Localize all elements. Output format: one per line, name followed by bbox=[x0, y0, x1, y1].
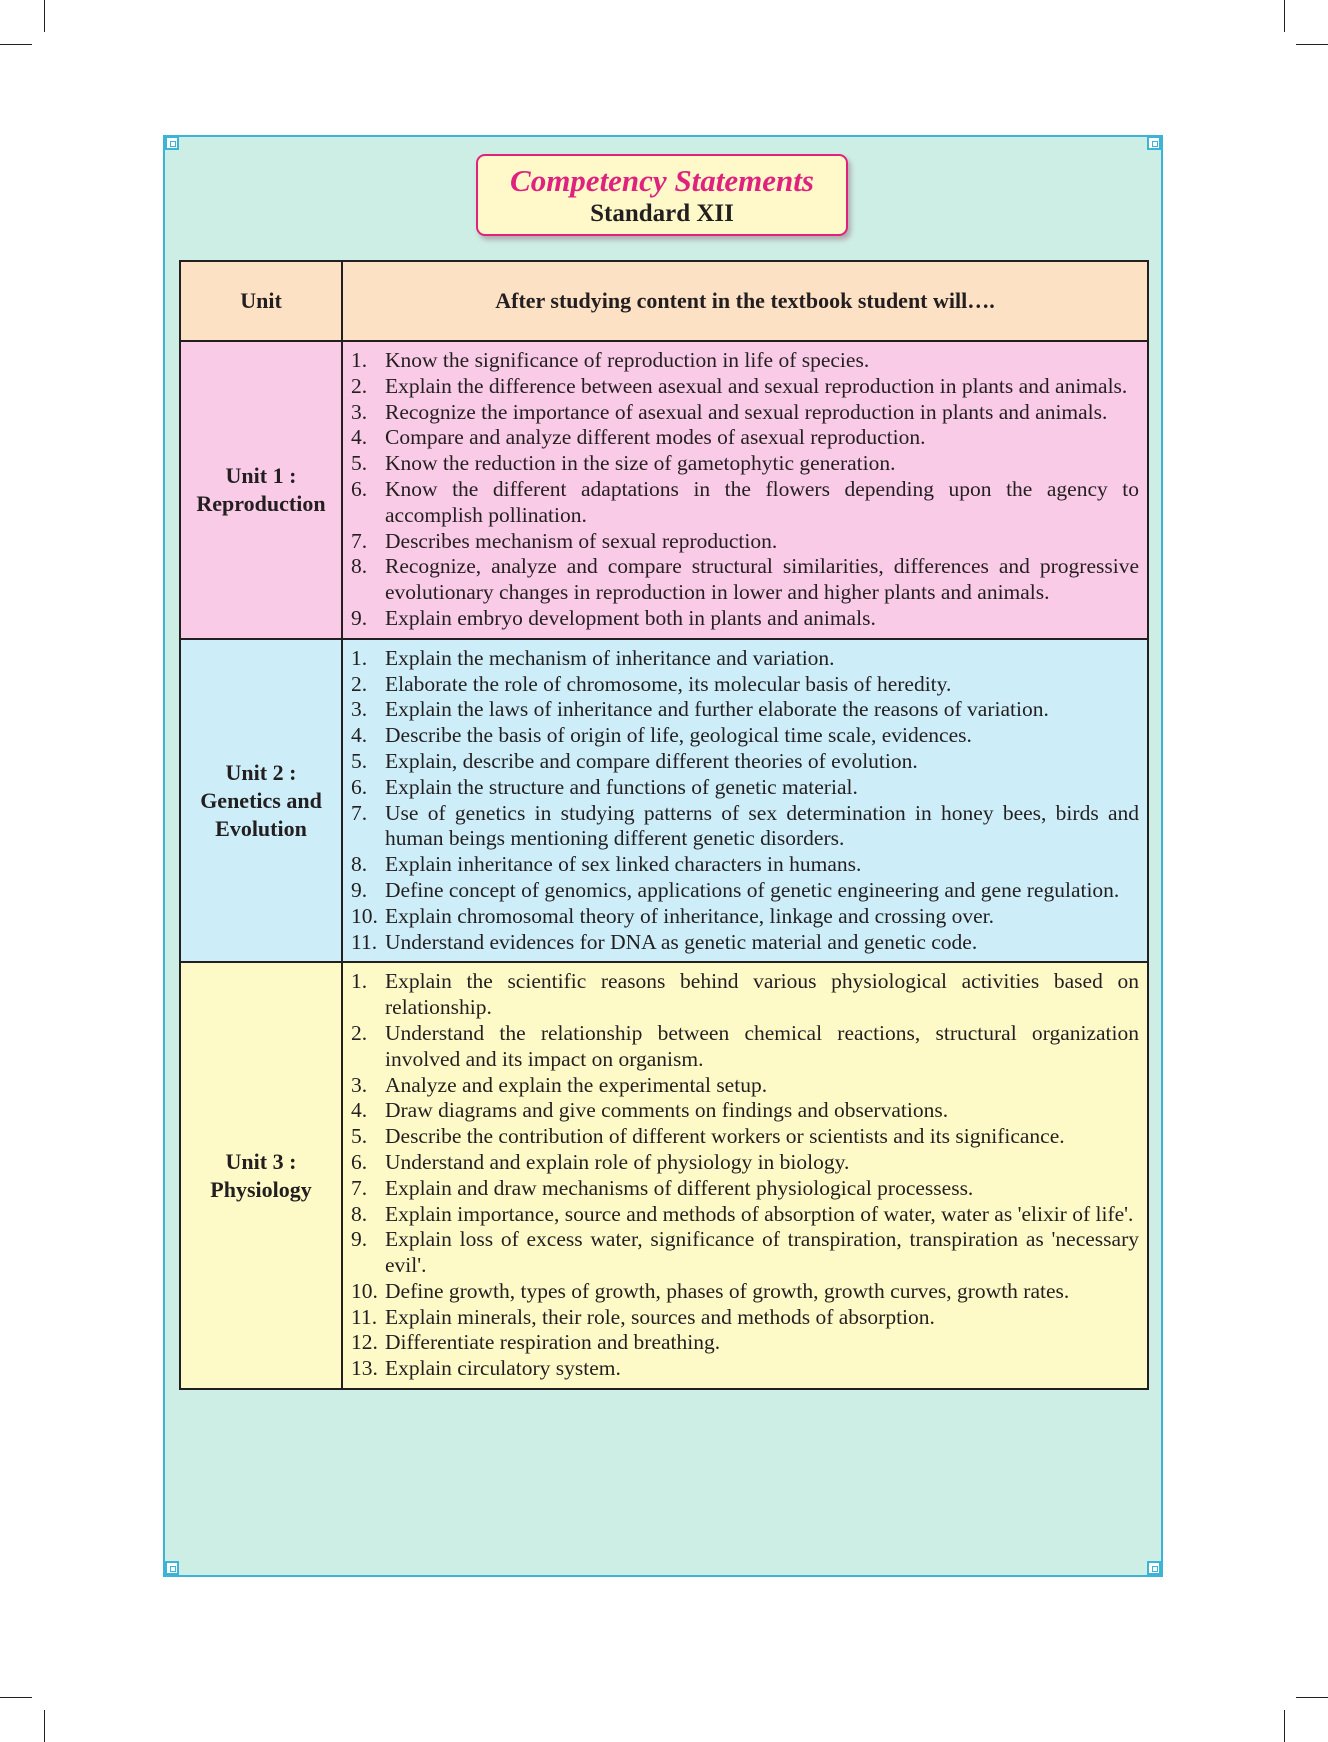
item-text: Describe the contribution of different workers or scientists and its significance. bbox=[385, 1124, 1065, 1149]
item-number: 11. bbox=[351, 929, 378, 954]
item-text: Define concept of genomics, applications of genetic engineering and gene regulation. bbox=[385, 877, 1120, 902]
unit-cell bbox=[180, 962, 342, 1389]
item-text: Recognize the importance of asexual and sexual reproduction in plants and animals. bbox=[385, 399, 1108, 424]
crop-mark bbox=[1284, 0, 1285, 32]
competency-item bbox=[343, 529, 1139, 555]
item-number: 4. bbox=[351, 425, 368, 450]
competency-item bbox=[343, 697, 1139, 723]
item-number: 11. bbox=[351, 1304, 378, 1329]
statement-list bbox=[343, 342, 1147, 638]
table-row bbox=[180, 639, 1148, 963]
competency-item bbox=[343, 1330, 1139, 1356]
item-text: Explain the scientific reasons behind various physiological activities based on relationship. bbox=[385, 969, 1139, 1020]
panel-corner-ornament bbox=[165, 1561, 179, 1575]
item-number: 5. bbox=[351, 451, 368, 476]
crop-mark bbox=[1296, 44, 1328, 45]
item-text: Explain the structure and functions of genetic material. bbox=[385, 774, 858, 799]
item-text: Describes mechanism of sexual reproduction. bbox=[385, 528, 778, 553]
item-number: 2. bbox=[351, 671, 368, 696]
competency-item bbox=[343, 554, 1139, 606]
item-number: 1. bbox=[351, 645, 368, 670]
item-number: 3. bbox=[351, 697, 368, 722]
item-text: Explain circulatory system. bbox=[385, 1356, 621, 1381]
competency-item bbox=[343, 1098, 1139, 1124]
item-number: 9. bbox=[351, 605, 368, 630]
unit-cell bbox=[180, 341, 342, 639]
column-header-unit: Unit bbox=[180, 261, 342, 341]
item-text: Explain importance, source and methods of absorption of water, water as 'elixir of life'. bbox=[385, 1201, 1134, 1226]
item-number: 4. bbox=[351, 1098, 368, 1123]
competency-item bbox=[343, 1202, 1139, 1228]
item-number: 13. bbox=[351, 1356, 378, 1381]
competency-item bbox=[343, 1279, 1139, 1305]
item-text: Differentiate respiration and breathing. bbox=[385, 1330, 721, 1355]
item-number: 5. bbox=[351, 1124, 368, 1149]
unit-label: Unit 1 : bbox=[225, 462, 297, 488]
item-text: Define growth, types of growth, phases of growth, growth curves, growth rates. bbox=[385, 1278, 1070, 1303]
competency-item bbox=[343, 477, 1139, 529]
page-title: Competency Statements bbox=[510, 163, 814, 198]
item-number: 2. bbox=[351, 373, 368, 398]
competency-item bbox=[343, 1356, 1139, 1382]
unit-name: Genetics and bbox=[200, 787, 322, 813]
crop-mark bbox=[0, 1697, 32, 1698]
item-text: Draw diagrams and give comments on findings and observations. bbox=[385, 1098, 949, 1123]
item-text: Analyze and explain the experimental setup. bbox=[385, 1072, 768, 1097]
item-text: Compare and analyze different modes of asexual reproduction. bbox=[385, 425, 926, 450]
competency-item bbox=[343, 400, 1139, 426]
page-subtitle: Standard XII bbox=[590, 200, 734, 227]
item-text: Know the significance of reproduction in life of species. bbox=[385, 348, 870, 372]
competency-table bbox=[179, 260, 1149, 1390]
table-header-row bbox=[180, 261, 1148, 341]
competency-item bbox=[343, 775, 1139, 801]
item-text: Explain the mechanism of inheritance and variation. bbox=[385, 645, 835, 670]
item-text: Explain chromosomal theory of inheritance, linkage and crossing over. bbox=[385, 903, 994, 928]
item-number: 10. bbox=[351, 1278, 378, 1303]
crop-mark bbox=[0, 44, 32, 45]
item-text: Describe the basis of origin of life, geological time scale, evidences. bbox=[385, 723, 972, 748]
item-text: Explain inheritance of sex linked characters in humans. bbox=[385, 852, 862, 877]
item-text: Know the reduction in the size of gametophytic generation. bbox=[385, 451, 896, 476]
unit-cell bbox=[180, 639, 342, 963]
crop-mark bbox=[44, 1710, 45, 1742]
competency-item bbox=[343, 451, 1139, 477]
item-text: Explain the difference between asexual and sexual reproduction in plants and animals. bbox=[385, 373, 1128, 398]
competency-item bbox=[343, 672, 1139, 698]
unit-label: Unit 2 : bbox=[225, 759, 297, 785]
item-number: 2. bbox=[351, 1020, 368, 1045]
column-header-statement: After studying content in the textbook student will…. bbox=[342, 261, 1148, 341]
item-text: Recognize, analyze and compare structural similarities, differences and progressive evolutionary changes in reproduction in lower and higher plants and animals. bbox=[385, 554, 1139, 605]
competency-item bbox=[343, 374, 1139, 400]
crop-mark bbox=[1284, 1710, 1285, 1742]
table-row bbox=[180, 341, 1148, 639]
competency-item bbox=[343, 723, 1139, 749]
item-number: 4. bbox=[351, 723, 368, 748]
item-number: 3. bbox=[351, 1072, 368, 1097]
unit-name-continued: Evolution bbox=[215, 815, 307, 841]
item-text: Explain the laws of inheritance and further elaborate the reasons of variation. bbox=[385, 697, 1049, 722]
competency-item bbox=[343, 1073, 1139, 1099]
competency-item bbox=[343, 1124, 1139, 1150]
item-number: 8. bbox=[351, 852, 368, 877]
item-number: 1. bbox=[351, 348, 368, 372]
competency-item bbox=[343, 801, 1139, 853]
competency-item bbox=[343, 930, 1139, 956]
competency-item bbox=[343, 1176, 1139, 1202]
competency-item bbox=[343, 606, 1139, 632]
unit-label: Unit 3 : bbox=[225, 1148, 297, 1174]
competency-item bbox=[343, 1150, 1139, 1176]
panel-corner-ornament bbox=[1147, 1561, 1161, 1575]
competency-item bbox=[343, 749, 1139, 775]
item-number: 5. bbox=[351, 748, 368, 773]
item-text: Understand evidences for DNA as genetic material and genetic code. bbox=[385, 929, 978, 954]
item-text: Understand and explain role of physiology in biology. bbox=[385, 1149, 850, 1174]
item-text: Know the different adaptations in the flowers depending upon the agency to accomplish pollination. bbox=[385, 476, 1139, 527]
competency-item bbox=[343, 1305, 1139, 1331]
statement-list bbox=[343, 963, 1147, 1388]
item-number: 9. bbox=[351, 877, 368, 902]
competency-item bbox=[343, 1021, 1139, 1073]
competency-item bbox=[343, 904, 1139, 930]
statement-cell bbox=[342, 962, 1148, 1389]
item-number: 9. bbox=[351, 1227, 368, 1252]
item-text: Explain loss of excess water, significance of transpiration, transpiration as 'necessary evil'. bbox=[385, 1227, 1139, 1278]
competency-item bbox=[343, 969, 1139, 1021]
item-number: 8. bbox=[351, 1201, 368, 1226]
crop-mark bbox=[1296, 1697, 1328, 1698]
statement-list bbox=[343, 640, 1147, 962]
item-text: Explain, describe and compare different theories of evolution. bbox=[385, 748, 918, 773]
table-row bbox=[180, 962, 1148, 1389]
item-text: Explain and draw mechanisms of different physiological processess. bbox=[385, 1175, 974, 1200]
item-text: Understand the relationship between chemical reactions, structural organization involved and its impact on organism. bbox=[385, 1020, 1139, 1071]
competency-item bbox=[343, 425, 1139, 451]
title-box bbox=[476, 154, 848, 236]
item-number: 6. bbox=[351, 476, 368, 501]
item-number: 1. bbox=[351, 969, 368, 994]
item-number: 7. bbox=[351, 528, 368, 553]
panel-corner-ornament bbox=[165, 136, 179, 150]
item-number: 3. bbox=[351, 399, 368, 424]
item-number: 10. bbox=[351, 903, 378, 928]
competency-item bbox=[343, 646, 1139, 672]
item-number: 7. bbox=[351, 1175, 368, 1200]
competency-item bbox=[343, 348, 1139, 374]
unit-name: Reproduction bbox=[196, 490, 326, 516]
item-number: 7. bbox=[351, 800, 368, 825]
item-text: Use of genetics in studying patterns of sex determination in honey bees, birds and human beings mentioning different genetic disorders. bbox=[385, 800, 1139, 851]
crop-mark bbox=[44, 0, 45, 32]
item-text: Elaborate the role of chromosome, its molecular basis of heredity. bbox=[385, 671, 952, 696]
unit-name: Physiology bbox=[210, 1176, 312, 1202]
item-text: Explain embryo development both in plants and animals. bbox=[385, 605, 876, 630]
item-text: Explain minerals, their role, sources and methods of absorption. bbox=[385, 1304, 935, 1329]
competency-item bbox=[343, 852, 1139, 878]
competency-item bbox=[343, 1227, 1139, 1279]
competency-item bbox=[343, 878, 1139, 904]
item-number: 12. bbox=[351, 1330, 378, 1355]
item-number: 8. bbox=[351, 554, 368, 579]
statement-cell bbox=[342, 341, 1148, 639]
panel-corner-ornament bbox=[1147, 136, 1161, 150]
item-number: 6. bbox=[351, 774, 368, 799]
statement-cell bbox=[342, 639, 1148, 963]
item-number: 6. bbox=[351, 1149, 368, 1174]
